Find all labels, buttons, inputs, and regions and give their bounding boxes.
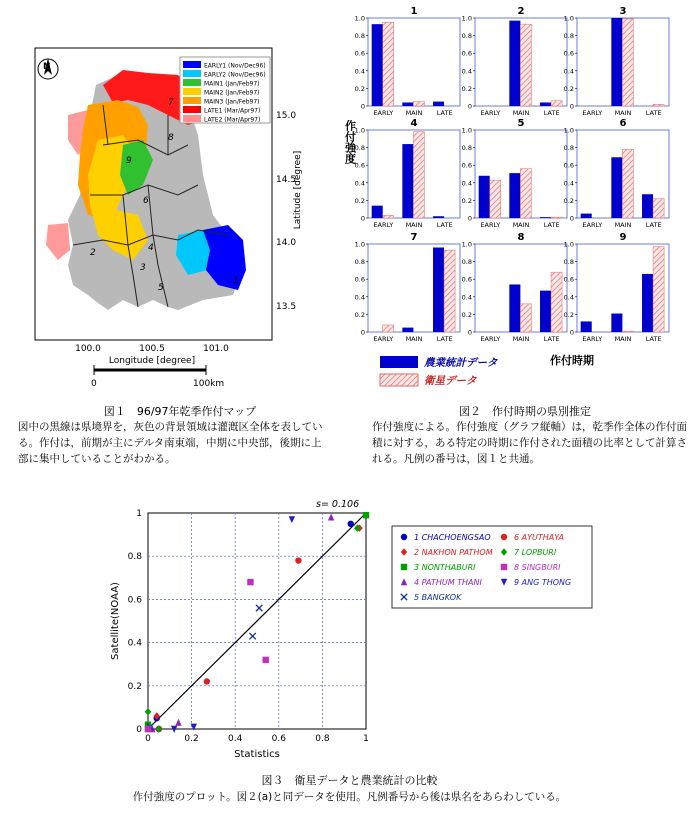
y-tick-label: 0 [360, 214, 365, 223]
fig2-title: 図２ 作付時期の県別推定 [459, 405, 591, 418]
legend-marker [401, 534, 407, 540]
bar-stats [372, 24, 383, 106]
y-tick-label: 0.6 [354, 161, 365, 170]
x-tick-label: 0 [145, 734, 151, 744]
legend-label: MAIN3 (Jan/Feb97) [204, 98, 260, 106]
province-num: 9 [126, 156, 132, 166]
y-tick-label: 1.0 [354, 126, 365, 135]
y-tick-label: 0.4 [354, 293, 365, 302]
legend-label: 農業統計データ [424, 357, 498, 369]
y-tick-label: 0.6 [461, 49, 472, 58]
lat-tick: 14.0 [276, 238, 297, 248]
data-point [263, 657, 269, 663]
y-tick-label: 0.4 [461, 67, 472, 76]
legend-swatch [183, 70, 201, 77]
province-num: 7 [168, 98, 174, 108]
y-tick-label: 0.4 [563, 67, 574, 76]
lon-tick: 101.0 [203, 344, 229, 354]
bar-stats [611, 18, 622, 106]
y-tick-label: 0.4 [127, 638, 142, 649]
province-num: 8 [168, 133, 174, 143]
legend-swatch [183, 61, 201, 68]
y-tick-label: 0.6 [563, 49, 574, 58]
legend-label: 7 LOPBURI [514, 548, 557, 557]
legend-swatch [183, 97, 201, 104]
bar-satellite [551, 272, 562, 332]
province-num: 6 [143, 196, 149, 206]
x-tick-label: EARLY [480, 109, 501, 117]
y-tick-label: 0.2 [563, 84, 574, 93]
bar-satellite [413, 132, 424, 218]
lat-axis-label: Latitude [degree] [293, 150, 303, 230]
y-tick-label: 0.8 [563, 258, 574, 267]
legend-label: 6 AYUTHAYA [514, 533, 564, 542]
panel-title: 3 [619, 6, 627, 17]
legend-label: 4 PATHUM THANI [414, 578, 482, 587]
bar-satellite [653, 199, 664, 218]
x-tick-label: 0.8 [315, 734, 330, 744]
province-num: 3 [140, 263, 146, 273]
bar-stats [611, 157, 622, 218]
x-tick-label: EARLY [582, 221, 603, 229]
x-tick-label: EARLY [480, 221, 501, 229]
legend-swatch [183, 115, 201, 122]
x-tick-label: LATE [543, 221, 560, 229]
legend-label: 2 NAKHON PATHOM [414, 548, 493, 557]
panel-title: 6 [619, 118, 627, 129]
fig1-map [28, 45, 328, 390]
y-tick-label: 0 [467, 102, 472, 111]
y-tick-label: 0.8 [354, 144, 365, 153]
y-tick-label: 0 [467, 214, 472, 223]
y-tick-label: 1 [136, 509, 142, 519]
y-tick-label: 0 [360, 102, 365, 111]
bar-satellite [520, 304, 531, 332]
panel-title: 5 [517, 118, 525, 129]
data-point [295, 557, 301, 563]
legend-label: 5 BANGKOK [414, 593, 462, 602]
y-tick-label: 0.2 [563, 310, 574, 319]
legend-label: 8 SINGBURI [514, 563, 561, 572]
bar-stats [433, 216, 444, 218]
y-tick-label: 0 [360, 328, 365, 337]
y-axis-label: 作付強度 [343, 120, 357, 164]
x-tick-label: LATE [645, 335, 662, 343]
lat-tick: 14.5 [276, 175, 297, 185]
y-tick-label: 0.6 [563, 275, 574, 284]
x-tick-label: MAIN [405, 221, 423, 229]
y-tick-label: 0.8 [563, 144, 574, 153]
panel-title: 2 [517, 6, 525, 17]
lon-tick: 100.5 [139, 344, 165, 354]
panel-title: 7 [410, 232, 418, 243]
bar-satellite [622, 19, 633, 106]
y-tick-label: 0.2 [461, 310, 472, 319]
province-num: 4 [148, 243, 154, 253]
x-tick-label: MAIN [405, 335, 423, 343]
bar-satellite [622, 149, 633, 218]
y-tick-label: 0.4 [461, 293, 472, 302]
legend-marker [501, 534, 507, 540]
x-axis-label: 作付時期 [550, 354, 594, 367]
legend-label: 9 ANG THONG [514, 578, 572, 587]
x-tick-label: LATE [436, 109, 453, 117]
x-tick-label: MAIN [512, 335, 530, 343]
lat-tick: 13.5 [276, 302, 297, 312]
y-tick-label: 0.8 [563, 32, 574, 41]
y-tick-label: 0.6 [354, 49, 365, 58]
province-num: 5 [158, 283, 164, 293]
fig1-title: 図１ 96/97年乾季作付マップ [103, 405, 257, 418]
y-tick-label: 0.8 [461, 258, 472, 267]
bar-stats [402, 328, 413, 332]
bar-stats [540, 102, 551, 106]
svg-text:N: N [43, 62, 51, 72]
x-tick-label: MAIN [614, 221, 632, 229]
legend-label: LATE2 (Mar/Apr97) [204, 116, 261, 124]
bar-satellite [444, 250, 455, 332]
x-tick-label: LATE [543, 335, 560, 343]
bar-satellite [622, 331, 633, 332]
x-tick-label: LATE [645, 109, 662, 117]
y-tick-label: 0 [569, 328, 574, 337]
legend-swatch [380, 374, 418, 386]
legend-label: LATE1 (Mar/Apr97) [204, 107, 261, 115]
bar-stats [479, 176, 490, 218]
legend-label: EARLY2 (Nov/Dec96) [204, 71, 266, 79]
bar-stats [433, 248, 444, 332]
fig3-scatter [100, 488, 620, 770]
y-tick-label: 0.2 [354, 196, 365, 205]
data-point [204, 678, 210, 684]
bar-stats [509, 21, 520, 106]
fig2-caption: 作付強度による。作付強度（グラフ縦軸）は，乾季作全体の作付面積に対する，ある特定の時期に作付された面積の比率として計算される。凡例の番号は，図１と共通。 [372, 421, 687, 465]
y-tick-label: 1.0 [354, 14, 365, 23]
fig1-caption: 図中の黒線は県境界を，灰色の背景領域は灌漑区全体を表している。作付は，前期が主にデルタ南東端，中期に中央部，後期に上部に集中していることがわかる。 [18, 421, 323, 465]
panel-title: 8 [517, 232, 525, 243]
lat-tick: 15.0 [276, 111, 297, 121]
lon-tick: 100.0 [75, 344, 101, 354]
bar-stats [540, 291, 551, 332]
y-tick-label: 0 [467, 328, 472, 337]
bar-stats [611, 314, 622, 332]
panel-title: 9 [619, 232, 627, 243]
legend-label: MAIN1 (Jan/Feb97) [204, 80, 260, 88]
y-tick-label: 0 [569, 102, 574, 111]
y-tick-label: 0.8 [461, 144, 472, 153]
bar-stats [433, 102, 444, 106]
y-tick-label: 0.2 [354, 310, 365, 319]
panel-title: 1 [410, 6, 418, 17]
bar-satellite [551, 101, 562, 106]
x-tick-label: LATE [436, 335, 453, 343]
legend-label: MAIN2 (Jan/Feb97) [204, 89, 260, 97]
y-tick-label: 0.8 [354, 258, 365, 267]
y-tick-label: 0.6 [563, 161, 574, 170]
legend-swatch [380, 356, 418, 368]
y-tick-label: 1.0 [563, 126, 574, 135]
y-tick-label: 1.0 [354, 240, 365, 249]
svg-text:100km: 100km [193, 379, 225, 389]
x-tick-label: MAIN [614, 335, 632, 343]
scale-bar [91, 365, 224, 389]
y-tick-label: 0.2 [461, 196, 472, 205]
y-tick-label: 0.2 [563, 196, 574, 205]
bar-satellite [653, 104, 664, 106]
legend-swatch [183, 88, 201, 95]
x-tick-label: EARLY [480, 335, 501, 343]
x-tick-label: 1 [363, 734, 369, 744]
bar-stats [402, 144, 413, 218]
data-point [348, 521, 354, 527]
legend-marker [501, 564, 507, 570]
legend-swatch [183, 79, 201, 86]
x-tick-label: LATE [543, 109, 560, 117]
bar-satellite [383, 22, 394, 106]
x-tick-label: MAIN [512, 221, 530, 229]
x-tick-label: 0.2 [184, 734, 199, 744]
data-point [145, 726, 151, 732]
y-tick-label: 0.4 [563, 293, 574, 302]
x-axis-label: Statistics [234, 749, 280, 760]
legend-label: EARLY1 (Nov/Dec96) [204, 62, 266, 70]
y-tick-label: 1.0 [461, 240, 472, 249]
y-tick-label: 0.4 [563, 179, 574, 188]
bar-satellite [383, 215, 394, 218]
bar-stats [642, 194, 653, 218]
y-tick-label: 0.8 [354, 32, 365, 41]
province-num: 1 [233, 276, 239, 286]
y-tick-label: 0.6 [461, 161, 472, 170]
x-tick-label: EARLY [373, 335, 394, 343]
y-tick-label: 0.4 [461, 179, 472, 188]
y-tick-label: 0 [136, 725, 142, 735]
y-tick-label: 0.8 [461, 32, 472, 41]
bar-satellite [551, 217, 562, 218]
bar-satellite [520, 24, 531, 106]
x-tick-label: LATE [645, 221, 662, 229]
y-tick-label: 1.0 [563, 240, 574, 249]
panel-title: 4 [410, 118, 418, 129]
x-tick-label: EARLY [582, 335, 603, 343]
bar-satellite [383, 325, 394, 332]
legend-marker [401, 564, 407, 570]
y-tick-label: 0.4 [354, 179, 365, 188]
fig3-caption: 作付強度のプロット。図２(a)と同データを使用。凡例番号から後は県名をあらわしている。 [132, 791, 567, 803]
y-tick-label: 0.2 [354, 84, 365, 93]
x-tick-label: LATE [436, 221, 453, 229]
lon-axis-label: Longitude [degree] [108, 356, 196, 366]
y-tick-label: 0.2 [461, 84, 472, 93]
x-tick-label: 0.4 [228, 734, 243, 744]
x-tick-label: EARLY [373, 221, 394, 229]
bar-stats [402, 102, 413, 106]
chart-title: s= 0.106 [316, 499, 360, 510]
y-tick-label: 0.6 [127, 595, 142, 606]
legend-label: 1 CHACHOENGSAO [414, 533, 491, 542]
legend-label: 3 NONTHABURI [414, 563, 476, 572]
y-tick-label: 1.0 [461, 126, 472, 135]
y-tick-label: 0.6 [354, 275, 365, 284]
y-tick-label: 1.0 [563, 14, 574, 23]
bar-satellite [490, 180, 501, 218]
y-tick-label: 0.8 [127, 552, 142, 563]
y-tick-label: 1.0 [461, 14, 472, 23]
bar-stats [581, 214, 592, 218]
y-tick-label: 0 [569, 214, 574, 223]
map-legend [180, 57, 270, 124]
bar-stats [372, 206, 383, 218]
bar-stats [509, 173, 520, 218]
y-axis-label: Satellite(NOAA) [110, 582, 121, 660]
data-point [363, 512, 369, 518]
province-num: 2 [90, 248, 96, 258]
y-tick-label: 0.4 [354, 67, 365, 76]
bar-stats [540, 217, 551, 218]
x-tick-label: 0.6 [271, 734, 286, 744]
data-point [247, 579, 253, 585]
x-tick-label: MAIN [512, 109, 530, 117]
y-tick-label: 0.2 [127, 681, 142, 692]
x-tick-label: EARLY [582, 109, 603, 117]
fig2-bar-panels [340, 0, 699, 400]
bar-stats [509, 284, 520, 332]
x-tick-label: MAIN [614, 109, 632, 117]
x-tick-label: MAIN [405, 109, 423, 117]
x-tick-label: EARLY [373, 109, 394, 117]
y-tick-label: 0.6 [461, 275, 472, 284]
svg-text:0: 0 [91, 379, 97, 389]
bar-satellite [520, 169, 531, 218]
legend-label: 衛星データ [424, 375, 477, 387]
bar-stats [642, 274, 653, 332]
bar-stats [581, 321, 592, 332]
bar-satellite [413, 102, 424, 106]
legend-swatch [183, 106, 201, 113]
bar-satellite [653, 247, 664, 332]
fig3-title: 図３ 衛星データと農業統計の比較 [261, 774, 438, 787]
